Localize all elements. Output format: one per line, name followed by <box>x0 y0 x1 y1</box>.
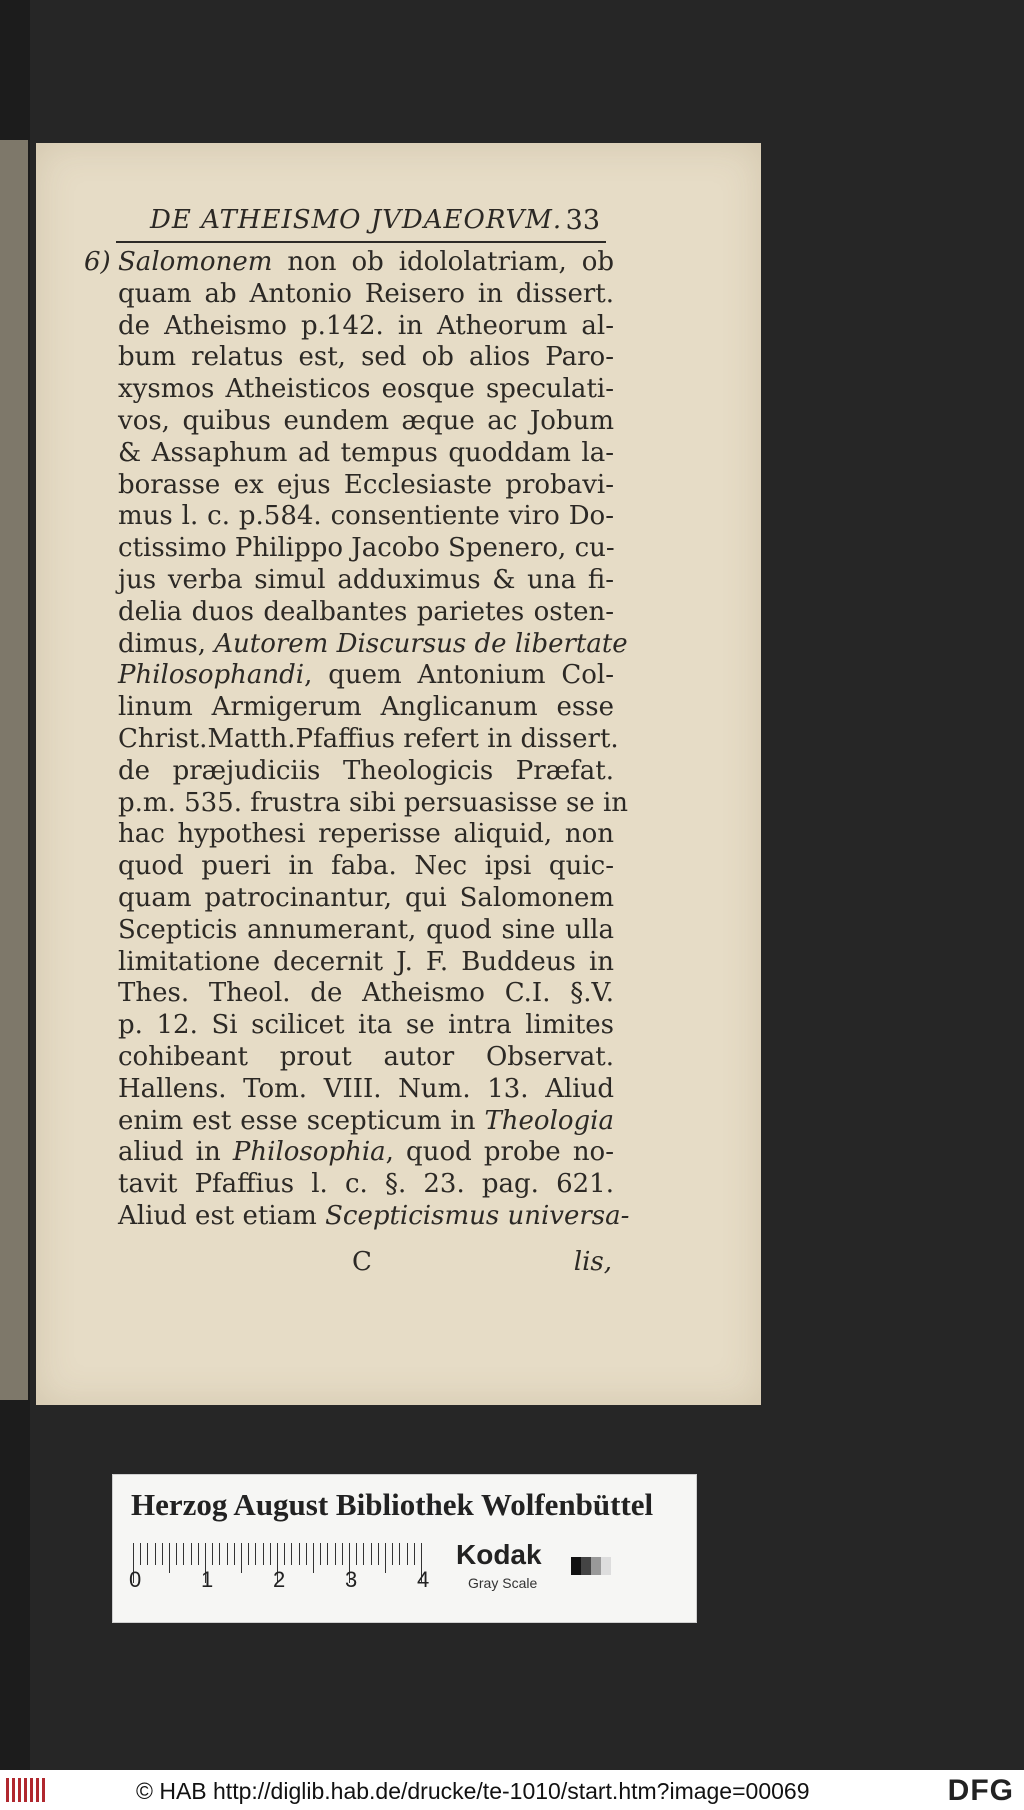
previous-leaf-edge <box>0 140 28 1400</box>
ruler-tick <box>191 1543 192 1565</box>
text-segment: aliud in <box>118 1137 233 1168</box>
text-line <box>84 915 614 947</box>
text-segment: borasse ex ejus Ecclesiaste probavi- <box>118 469 614 500</box>
italic-text: Philosophandi <box>118 660 305 691</box>
ruler-tick <box>183 1543 184 1565</box>
ruler-tick <box>407 1543 408 1565</box>
ruler-tick <box>371 1543 372 1565</box>
ruler-tick <box>270 1543 271 1565</box>
ruler-tick <box>255 1543 256 1565</box>
text-line <box>84 660 614 692</box>
text-segment: cohibeant prout autor Observat. <box>118 1041 614 1072</box>
italic-text: Scepticismus universa- <box>325 1200 630 1231</box>
text-line <box>84 501 614 533</box>
ruler-label: 3 <box>345 1567 358 1592</box>
ruler-tick <box>284 1543 285 1565</box>
ruler-tick <box>198 1543 199 1565</box>
text-line <box>84 787 629 820</box>
text-line <box>84 438 614 470</box>
text-line <box>84 565 614 597</box>
text-segment: Christ.Matth.Pfaffius refert in dissert. <box>118 723 619 754</box>
text-segment: enim est esse scepticum in <box>118 1105 485 1136</box>
text-line <box>84 1106 614 1138</box>
text-line <box>84 406 614 438</box>
ruler-tick <box>140 1543 141 1565</box>
italic-text: Autorem Discursus de libertate <box>214 628 628 659</box>
note-marker: 6) <box>84 247 111 277</box>
ruler-tick <box>241 1543 242 1573</box>
text-segment: delia duos dealbantes parietes osten- <box>118 596 614 627</box>
ruler-tick <box>399 1543 400 1565</box>
ruler-label: 4 <box>417 1567 430 1592</box>
ruler-tick <box>212 1543 213 1565</box>
ruler-tick <box>299 1543 300 1565</box>
gray-swatch <box>601 1557 611 1575</box>
text-line <box>84 851 614 883</box>
text-line <box>84 1010 614 1042</box>
library-name: Herzog August Bibliothek Wolfenbüttel <box>131 1487 654 1522</box>
ruler-label: 1 <box>201 1567 214 1592</box>
text-segment: bum relatus est, sed ob alios Paro- <box>118 342 614 373</box>
ruler-tick <box>327 1543 328 1565</box>
text-segment: vos, quibus eundem æque ac Jobum <box>118 405 614 436</box>
text-line <box>84 1074 614 1106</box>
ruler-tick <box>155 1543 156 1565</box>
ruler-label: 0 <box>129 1567 142 1592</box>
color-reference-card <box>112 1474 697 1623</box>
ruler-tick <box>248 1543 249 1565</box>
text-segment: dimus, <box>118 628 215 659</box>
ruler-tick <box>219 1543 220 1565</box>
italic-text: Philosophia <box>232 1137 386 1168</box>
ruler-tick <box>385 1543 386 1573</box>
text-line <box>84 1169 614 1201</box>
text-segment: Aliud est etiam <box>118 1200 326 1231</box>
ruler-tick <box>378 1543 379 1565</box>
italic-text: Theologia <box>484 1105 614 1136</box>
ruler-tick <box>234 1543 235 1565</box>
text-segment: hac hypothesi reperisse aliquid, non <box>118 819 614 850</box>
gray-swatch <box>571 1557 581 1575</box>
text-line <box>84 819 614 851</box>
running-title: DE ATHEISMO JVDAEORVM. <box>150 205 563 235</box>
book-page <box>36 143 761 1405</box>
running-head <box>116 201 606 243</box>
ruler-tick <box>263 1543 264 1565</box>
text-segment: tavit Pfaffius l. c. §. 23. pag. 621. <box>118 1169 614 1200</box>
text-segment: quam patrocinantur, qui Salomonem <box>118 882 614 913</box>
text-line <box>84 692 614 724</box>
text-segment: de Atheismo p.142. in Atheorum al- <box>118 310 614 341</box>
text-segment: Scepticis annumerant, quod sine ulla <box>118 914 614 945</box>
text-line <box>84 470 614 502</box>
ruler-label: 2 <box>273 1567 286 1592</box>
text-segment: ctissimo Philippo Jacobo Spenero, cu- <box>118 533 615 564</box>
text-line <box>84 597 614 629</box>
text-line <box>84 374 614 406</box>
footer-bar <box>0 1770 1024 1810</box>
ruler-tick <box>356 1543 357 1565</box>
text-line <box>84 1042 614 1074</box>
ruler-tick <box>306 1543 307 1565</box>
page-number: 33 <box>565 205 600 236</box>
text-line <box>84 1200 630 1233</box>
ruler-tick <box>227 1543 228 1565</box>
text-line <box>84 628 628 661</box>
italic-text: Salomonem <box>118 247 273 277</box>
catchword-line <box>166 1247 612 1279</box>
text-line <box>84 723 619 756</box>
dfg-logo: DFG <box>947 1774 1014 1807</box>
kodak-logo: Kodak <box>456 1539 542 1570</box>
text-line <box>84 947 614 979</box>
source-url[interactable]: © HAB http://diglib.hab.de/drucke/te-1010/start.htm?image=00069 <box>136 1778 810 1804</box>
text-line <box>84 342 614 374</box>
hab-logo-icon <box>6 1778 46 1802</box>
ruler-tick <box>414 1543 415 1565</box>
catchword: lis, <box>573 1247 612 1277</box>
text-segment: & Assaphum ad tempus quoddam la- <box>118 437 614 468</box>
ruler-tick <box>392 1543 393 1565</box>
ruler-tick <box>169 1543 170 1573</box>
text-segment: , quod probe no- <box>385 1137 614 1168</box>
gray-scale-label: Gray Scale <box>468 1575 538 1591</box>
text-line <box>84 247 614 279</box>
text-segment: quam ab Antonio Reisero in dissert. <box>118 278 614 309</box>
text-segment: Hallens. Tom. VIII. Num. 13. Aliud <box>118 1073 614 1104</box>
text-segment: non ob idololatriam, ob <box>272 247 614 277</box>
body-text <box>84 247 630 1233</box>
ruler-tick <box>335 1543 336 1565</box>
gray-swatch <box>591 1557 601 1575</box>
text-line <box>84 533 614 565</box>
ruler-tick <box>176 1543 177 1565</box>
text-segment: p. 12. Si scilicet ita se intra limites <box>118 1010 614 1041</box>
text-segment: xysmos Atheisticos eosque speculati- <box>118 374 614 405</box>
text-line <box>84 883 614 915</box>
text-segment: mus l. c. p.584. consentiente viro Do- <box>118 501 614 532</box>
ruler-tick <box>291 1543 292 1565</box>
text-segment: quod pueri in faba. Nec ipsi quic- <box>118 851 614 882</box>
text-line <box>84 279 614 311</box>
text-segment: linum Armigerum Anglicanum esse <box>118 692 614 723</box>
ruler-tick <box>342 1543 343 1565</box>
gray-swatch <box>581 1557 591 1575</box>
text-line <box>84 756 614 788</box>
text-segment: de præjudiciis Theologicis Præfat. <box>118 755 614 786</box>
text-segment: jus verba simul adduximus & una fi- <box>118 564 614 595</box>
signature-mark: C <box>352 1247 372 1277</box>
ruler-tick <box>363 1543 364 1565</box>
ruler-tick <box>147 1543 148 1565</box>
ruler-tick <box>162 1543 163 1565</box>
text-line <box>84 1137 614 1169</box>
text-line <box>84 311 614 343</box>
text-line <box>84 978 614 1010</box>
ruler-tick <box>320 1543 321 1565</box>
text-segment: p.m. 535. frustra sibi persuasisse se in <box>118 787 629 818</box>
text-segment: Thes. Theol. de Atheismo C.I. §.V. <box>118 978 614 1009</box>
text-segment: , quem Antonium Col- <box>304 660 614 691</box>
ruler-tick <box>313 1543 314 1573</box>
text-segment: limitatione decernit J. F. Buddeus in <box>118 946 614 977</box>
